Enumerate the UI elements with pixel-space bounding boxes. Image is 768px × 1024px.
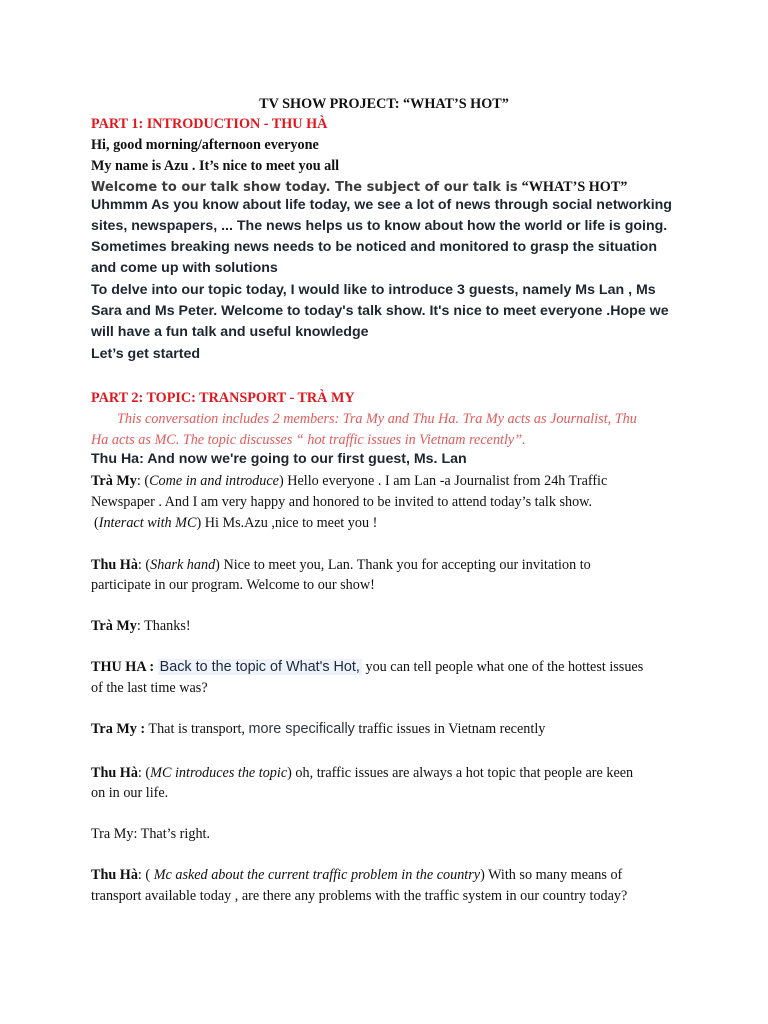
speaker-thu-ha: Thu Hà — [91, 557, 138, 573]
note-line-1: This conversation includes 2 members: Tra My and Thu Ha. Tra My acts as Journalist, Thu — [117, 411, 637, 427]
part1-heading: PART 1: INTRODUCTION - THU HÀ — [91, 116, 328, 132]
welcome-text: Welcome to our talk show today. The subject of our talk is — [91, 180, 518, 195]
part2-heading: PART 2: TOPIC: TRANSPORT - TRÀ MY — [91, 390, 355, 406]
dialogue-text: traffic issues in Vietnam recently — [354, 721, 546, 737]
para1-line-2: sites, newspapers, ... The news helps us to know about how the world or life is going. — [91, 218, 668, 234]
dialogue-text: ) Hello everyone . I am Lan -a Journalist from 24h Traffic — [278, 473, 608, 489]
dialogue-line-1 — [91, 451, 467, 467]
dialogue-text: you can tell people what one of the hottest issues — [361, 659, 644, 675]
dialogue-text: ) Nice to meet you, Lan. Thank you for accepting our invitation to — [215, 557, 591, 573]
para1-line-1: Uhmmm As you know about life today, we see a lot of news through social networking — [91, 197, 672, 213]
para1-line-3: Sometimes breaking news needs to be noticed and monitored to grasp the situation — [91, 239, 658, 255]
stage-direction: MC introduces the topic — [150, 765, 288, 781]
para2-line-2: Sara and Ms Peter. Welcome to today's talk show. It's nice to meet everyone .Hope we — [91, 303, 669, 319]
dialogue-line-4 — [91, 616, 191, 637]
dialogue-text: : Thanks! — [136, 618, 191, 634]
dialogue-line-2-end: (Interact with MC) Hi Ms.Azu ,nice to meet you ! — [94, 515, 378, 531]
welcome-line — [91, 177, 627, 198]
dialogue-line-7-cont: on in our life. — [91, 785, 169, 801]
stage-direction: Mc asked about the current traffic problem in the country — [153, 867, 481, 883]
dialogue-line-5-cont: of the last time was? — [91, 680, 208, 696]
dialogue-line-3-cont: participate in our program. Welcome to our show! — [91, 577, 375, 593]
stage-direction: Come in and introduce — [149, 473, 279, 489]
dialogue-text: And now we're going to our first guest, Ms. Lan — [143, 451, 467, 467]
greeting-line: Hi, good morning/afternoon everyone — [91, 137, 319, 153]
speaker-thu-ha: Thu Ha: — [91, 451, 144, 467]
closing-line: Let’s get started — [91, 346, 201, 362]
dialogue-line-8: Tra My: That’s right. — [91, 826, 211, 842]
punct: : ( — [136, 473, 150, 489]
dialogue-line-9-cont: transport available today , are there any problems with the traffic system in our country today? — [91, 888, 628, 904]
speaker-thu-ha: Thu Hà — [91, 765, 138, 781]
speaker-tra-my: Trà My — [91, 618, 137, 634]
dialogue-line-2 — [91, 471, 607, 492]
para2-line-1: To delve into our topic today, I would like to introduce 3 guests, namely Ms Lan , Ms — [91, 282, 656, 298]
dialogue-text: ) Hi Ms.Azu ,nice to meet you ! — [196, 515, 378, 531]
highlighted-text: Back to the topic of What's Hot, — [159, 659, 360, 675]
speaker-tra-my: Tra My : — [91, 721, 146, 737]
speaker-thu-ha: Thu Hà — [91, 867, 138, 883]
dialogue-text: ) With so many means of — [480, 867, 623, 883]
dialogue-line-9 — [91, 865, 622, 886]
speaker-thu-ha: THU HA : — [91, 659, 155, 675]
punct: : ( — [137, 867, 154, 883]
stage-direction: Interact with MC — [98, 515, 197, 531]
show-name: “WHAT’S HOT” — [521, 179, 628, 195]
sans-text: more specifically — [248, 721, 355, 737]
para2-line-3: will have a fun talk and useful knowledge — [91, 324, 369, 340]
document-title: TV SHOW PROJECT: “WHAT’S HOT” — [259, 96, 509, 112]
para1-line-4: and come up with solutions — [91, 260, 278, 276]
dialogue-text: ) oh, traffic issues are always a hot topic that people are keen — [287, 765, 634, 781]
dialogue-line-7: Thu Hà: (MC introduces the topic) oh, traffic issues are always a hot topic that people are keen — [91, 765, 634, 781]
dialogue-line-3: Thu Hà: (Shark hand) Nice to meet you, Lan. Thank you for accepting our invitation to — [91, 557, 591, 573]
stage-direction: Shark hand — [150, 557, 216, 573]
dialogue-line-6 — [91, 719, 545, 740]
speaker-tra-my: Trà My — [91, 473, 137, 489]
note-line-2: Ha acts as MC. The topic discusses “ hot traffic issues in Vietnam recently”. — [91, 432, 526, 448]
intro-line: My name is Azu . It’s nice to meet you all — [91, 158, 340, 174]
dialogue-text: That is transport, — [145, 721, 249, 737]
dialogue-line-2-cont: Newspaper . And I am very happy and honored to be invited to attend today’s talk show. — [91, 494, 593, 510]
dialogue-line-5 — [91, 657, 643, 678]
